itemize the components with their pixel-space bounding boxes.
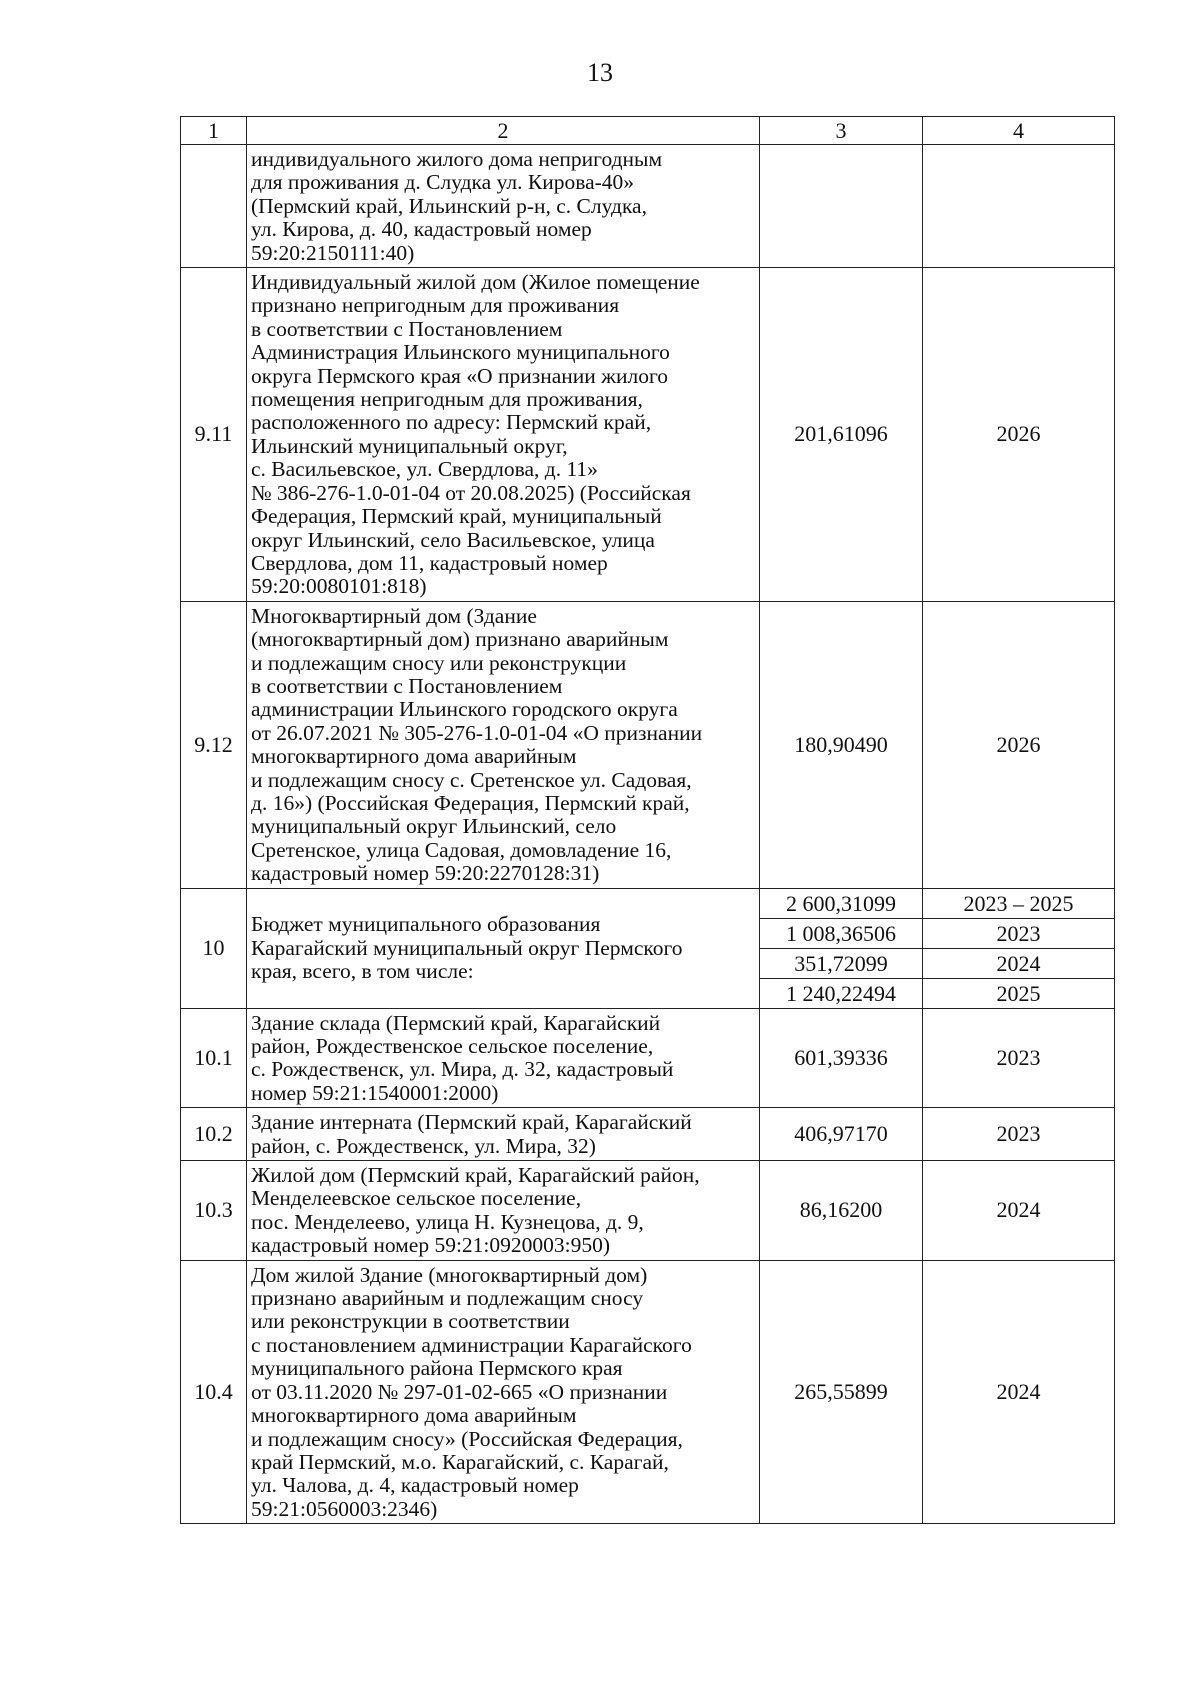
description-line: многоквартирного дома аварийным xyxy=(251,1403,577,1428)
amount-subcell: 351,72099 xyxy=(760,949,922,979)
year-cell: 2026 xyxy=(923,268,1115,602)
amount-subcell: 2 600,31099 xyxy=(760,889,922,919)
description-line: район, Рождественское сельское поселение, xyxy=(251,1034,654,1058)
table-row xyxy=(181,1161,1115,1261)
object-description xyxy=(247,145,760,268)
description-line: и подлежащим сносу с. Сретенское ул. Садовая, xyxy=(251,767,692,792)
description-line: администрации Ильинского городского округа xyxy=(251,697,678,722)
year-cell: 2024 xyxy=(923,1161,1115,1261)
amount-cell: 86,16200 xyxy=(760,1161,923,1261)
object-description xyxy=(247,268,760,602)
description-line: округ Ильинский, село Васильевское, улица xyxy=(251,527,655,552)
row-number: 10 xyxy=(181,888,247,1008)
description-line: муниципального района Пермского края xyxy=(251,1356,623,1381)
description-line: № 386-276-1.0-01-04 от 20.08.2025) (Российская xyxy=(251,480,691,505)
description-line: индивидуального жилого дома непригодным xyxy=(251,147,663,171)
description-line: в соответствии с Постановлением xyxy=(251,316,563,341)
description-line: 59:21:0560003:2346) xyxy=(251,1496,438,1521)
budget-row xyxy=(181,888,1115,1008)
description-line: или реконструкции в соответствии xyxy=(251,1309,570,1334)
row-number: 10.4 xyxy=(181,1260,247,1523)
description-line: Здание склада (Пермский край, Карагайский xyxy=(251,1010,661,1035)
description-line: и подлежащим сносу» (Российская Федерация, xyxy=(251,1426,683,1451)
year-cell: 2023 xyxy=(923,1108,1115,1161)
description-line: номер 59:21:1540001:2000) xyxy=(251,1080,499,1105)
row-number: 10.3 xyxy=(181,1161,247,1261)
row-number: 10.1 xyxy=(181,1008,247,1108)
description-line: расположенного по адресу: Пермский край, xyxy=(251,410,652,435)
description-line: Жилой дом (Пермский край, Карагайский район, xyxy=(251,1163,700,1188)
description-line: район, с. Рождественск, ул. Мира, 32) xyxy=(251,1133,596,1158)
description-line: 59:20:0080101:818) xyxy=(251,574,427,599)
object-description xyxy=(247,1108,760,1161)
amount-cell: 265,55899 xyxy=(760,1260,923,1523)
description-line: признано аварийным и подлежащим сносу xyxy=(251,1286,644,1311)
year-subcell: 2024 xyxy=(923,949,1114,979)
description-line: многоквартирного дома аварийным xyxy=(251,744,577,769)
objects-table xyxy=(180,116,1115,1524)
description-line: Многоквартирный дом (Здание xyxy=(251,603,537,628)
description-line: край Пермский, м.о. Карагайский, с. Карагай, xyxy=(251,1449,669,1474)
table-row xyxy=(181,268,1115,602)
row-number xyxy=(181,145,247,268)
table-row xyxy=(181,601,1115,888)
year-subcell: 2025 xyxy=(996,980,1041,1006)
year-subcell: 2023 xyxy=(923,919,1114,949)
table-row xyxy=(181,1008,1115,1108)
description-line: с постановлением администрации Карагайского xyxy=(251,1332,692,1357)
description-line: от 26.07.2021 № 305-276-1.0-01-04 «О признании xyxy=(251,720,703,745)
row-number: 10.2 xyxy=(181,1108,247,1161)
amount-cell: 201,61096 xyxy=(760,268,923,602)
amount-cell xyxy=(760,888,923,1008)
description-line: ул. Кирова, д. 40, кадастровый номер xyxy=(251,217,592,242)
description-line: для проживания д. Слудка ул. Кирова-40» xyxy=(251,170,635,195)
description-line: пос. Менделеево, улица Н. Кузнецова, д. 9, xyxy=(251,1209,644,1234)
amount-subcell: 1 008,36506 xyxy=(760,919,922,949)
amount-cell: 601,39336 xyxy=(760,1008,923,1108)
year-cell: 2026 xyxy=(923,601,1115,888)
object-description xyxy=(247,888,760,1008)
table-row xyxy=(181,1260,1115,1523)
description-line: и подлежащим сносу или реконструкции xyxy=(251,650,627,675)
description-line: с. Рождественск, ул. Мира, д. 32, кадастровый xyxy=(251,1057,674,1082)
amount-cell xyxy=(760,145,923,268)
year-cell xyxy=(923,888,1115,1008)
object-description xyxy=(247,1008,760,1108)
description-line: с. Васильевское, ул. Свердлова, д. 11» xyxy=(251,457,598,482)
description-line: ул. Чалова, д. 4, кадастровый номер xyxy=(251,1473,579,1498)
header-col-1: 1 xyxy=(181,117,247,145)
description-line: Карагайский муниципальный округ Пермского xyxy=(251,935,683,960)
description-line: Федерация, Пермский край, муниципальный xyxy=(251,504,662,529)
year-subcell: 2023 – 2025 xyxy=(923,889,1114,919)
page-number: 13 xyxy=(587,58,613,87)
object-description xyxy=(247,1260,760,1523)
description-line: Дом жилой Здание (многоквартирный дом) xyxy=(251,1262,648,1287)
description-line: в соответствии с Постановлением xyxy=(251,673,563,698)
description-line: д. 16») (Российская Федерация, Пермский край, xyxy=(251,790,690,815)
description-line: кадастровый номер 59:20:2270128:31) xyxy=(251,861,600,886)
description-line: муниципальный округ Ильинский, село xyxy=(251,814,617,839)
amount-subcell: 1 240,22494 xyxy=(786,980,896,1006)
description-line: кадастровый номер 59:21:0920003:950) xyxy=(251,1233,611,1258)
amount-cell: 406,97170 xyxy=(760,1108,923,1161)
description-line: края, всего, в том числе: xyxy=(251,959,474,984)
table-row xyxy=(181,1108,1115,1161)
year-cell xyxy=(923,145,1115,268)
object-description xyxy=(247,1161,760,1261)
row-number: 9.11 xyxy=(181,268,247,602)
description-line: Ильинский муниципальный округ, xyxy=(251,433,568,458)
description-line: помещения непригодным для проживания, xyxy=(251,387,643,412)
description-line: от 03.11.2020 № 297-01-02-665 «О признании xyxy=(251,1379,668,1404)
year-cell: 2024 xyxy=(923,1260,1115,1523)
description-line: (Пермский край, Ильинский р-н, с. Слудка, xyxy=(251,193,647,218)
row-number: 9.12 xyxy=(181,601,247,888)
description-line: Свердлова, дом 11, кадастровый номер xyxy=(251,550,608,575)
description-line: Менделеевское сельское поселение, xyxy=(251,1186,582,1211)
description-line: Администрация Ильинского муниципального xyxy=(251,340,670,365)
description-line: Сретенское, улица Садовая, домовладение 16, xyxy=(251,837,672,862)
description-line: (многоквартирный дом) признано аварийным xyxy=(251,627,669,652)
description-line: Здание интерната (Пермский край, Карагайский xyxy=(251,1110,692,1135)
description-line: 59:20:2150111:40) xyxy=(251,240,415,265)
description-line: округа Пермского края «О признании жилого xyxy=(251,363,669,388)
header-col-4: 4 xyxy=(923,117,1115,145)
object-description xyxy=(247,601,760,888)
amount-cell: 180,90490 xyxy=(760,601,923,888)
table-header-row xyxy=(181,117,1115,145)
header-col-2: 2 xyxy=(247,117,760,145)
year-cell: 2023 xyxy=(923,1008,1115,1108)
table-row xyxy=(181,145,1115,268)
description-line: Индивидуальный жилой дом (Жилое помещение xyxy=(251,270,700,295)
description-line: признано непригодным для проживания xyxy=(251,293,620,318)
header-col-3: 3 xyxy=(760,117,923,145)
description-line: Бюджет муниципального образования xyxy=(251,912,601,937)
